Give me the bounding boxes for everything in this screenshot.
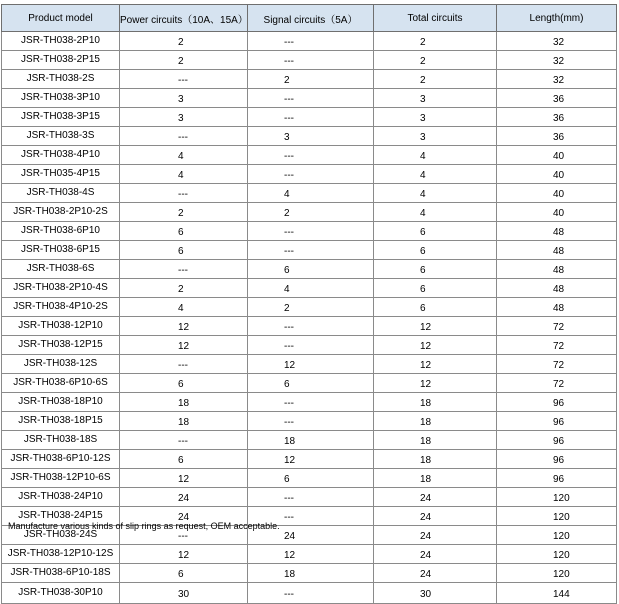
spec-table xyxy=(1,4,617,604)
cell-total-circuits: 18 xyxy=(374,412,497,431)
cell-length: 120 xyxy=(497,526,617,545)
table-row xyxy=(2,355,617,374)
cell-length: 96 xyxy=(497,431,617,450)
cell-product-model: JSR-TH038-2S xyxy=(2,70,120,89)
cell-product-model: JSR-TH038-4P10-2S xyxy=(2,298,120,317)
cell-signal-circuits: 6 xyxy=(248,260,374,279)
cell-product-model: JSR-TH038-2P10 xyxy=(2,32,120,51)
cell-product-model: JSR-TH035-4P15 xyxy=(2,165,120,184)
table-row xyxy=(2,127,617,146)
cell-total-circuits: 3 xyxy=(374,127,497,146)
cell-power-circuits: 2 xyxy=(120,51,248,70)
table-row xyxy=(2,450,617,469)
cell-total-circuits: 24 xyxy=(374,545,497,564)
table-row xyxy=(2,203,617,222)
cell-length: 144 xyxy=(497,583,617,604)
cell-total-circuits: 4 xyxy=(374,165,497,184)
cell-product-model: JSR-TH038-6P10-12S xyxy=(2,450,120,469)
cell-power-circuits: 24 xyxy=(120,507,248,526)
header-row xyxy=(2,5,617,32)
cell-signal-circuits: --- xyxy=(248,583,374,604)
cell-product-model: JSR-TH038-24P15 xyxy=(2,507,120,526)
cell-signal-circuits: 6 xyxy=(248,374,374,393)
cell-product-model: JSR-TH038-6P15 xyxy=(2,241,120,260)
table-row xyxy=(2,222,617,241)
cell-signal-circuits: 24 xyxy=(248,526,374,545)
cell-length: 48 xyxy=(497,279,617,298)
cell-total-circuits: 2 xyxy=(374,51,497,70)
table-row xyxy=(2,469,617,488)
cell-signal-circuits: --- xyxy=(248,412,374,431)
cell-power-circuits: 18 xyxy=(120,393,248,412)
cell-product-model: JSR-TH038-4P10 xyxy=(2,146,120,165)
header-product-model: Product model xyxy=(2,5,120,32)
cell-product-model: JSR-TH038-6P10-6S xyxy=(2,374,120,393)
cell-total-circuits: 24 xyxy=(374,564,497,583)
cell-total-circuits: 6 xyxy=(374,279,497,298)
cell-power-circuits: 2 xyxy=(120,203,248,222)
cell-power-circuits: 12 xyxy=(120,469,248,488)
cell-product-model: JSR-TH038-24S xyxy=(2,526,120,545)
cell-product-model: JSR-TH038-12P10-6S xyxy=(2,469,120,488)
cell-power-circuits: 30 xyxy=(120,583,248,604)
cell-power-circuits: 12 xyxy=(120,545,248,564)
cell-signal-circuits: --- xyxy=(248,241,374,260)
table-row xyxy=(2,583,617,604)
cell-product-model: JSR-TH038-3S xyxy=(2,127,120,146)
header-total-circuits: Total circuits xyxy=(374,5,497,32)
cell-power-circuits: 4 xyxy=(120,146,248,165)
cell-total-circuits: 12 xyxy=(374,355,497,374)
cell-power-circuits: 18 xyxy=(120,412,248,431)
cell-product-model: JSR-TH038-12P10 xyxy=(2,317,120,336)
cell-power-circuits: 12 xyxy=(120,317,248,336)
cell-length: 48 xyxy=(497,260,617,279)
cell-signal-circuits: 6 xyxy=(248,469,374,488)
cell-length: 96 xyxy=(497,469,617,488)
cell-total-circuits: 3 xyxy=(374,108,497,127)
table-row xyxy=(2,488,617,507)
table-row xyxy=(2,184,617,203)
table-row xyxy=(2,89,617,108)
cell-signal-circuits: --- xyxy=(248,488,374,507)
cell-signal-circuits: --- xyxy=(248,336,374,355)
cell-signal-circuits: --- xyxy=(248,393,374,412)
cell-power-circuits: 12 xyxy=(120,336,248,355)
cell-signal-circuits: --- xyxy=(248,165,374,184)
cell-total-circuits: 24 xyxy=(374,507,497,526)
cell-length: 72 xyxy=(497,374,617,393)
cell-signal-circuits: --- xyxy=(248,146,374,165)
cell-signal-circuits: 12 xyxy=(248,450,374,469)
cell-length: 96 xyxy=(497,450,617,469)
cell-product-model: JSR-TH038-18P15 xyxy=(2,412,120,431)
table-row xyxy=(2,146,617,165)
cell-signal-circuits: --- xyxy=(248,32,374,51)
cell-power-circuits: --- xyxy=(120,526,248,545)
cell-signal-circuits: 18 xyxy=(248,431,374,450)
cell-length: 32 xyxy=(497,32,617,51)
header-length: Length(mm) xyxy=(497,5,617,32)
cell-signal-circuits: --- xyxy=(248,317,374,336)
cell-total-circuits: 2 xyxy=(374,70,497,89)
cell-length: 120 xyxy=(497,545,617,564)
cell-power-circuits: 4 xyxy=(120,298,248,317)
cell-length: 48 xyxy=(497,222,617,241)
cell-product-model: JSR-TH038-12S xyxy=(2,355,120,374)
header-power-circuits: Power circuits（10A、15A） xyxy=(120,5,248,32)
cell-power-circuits: --- xyxy=(120,184,248,203)
cell-power-circuits: 3 xyxy=(120,89,248,108)
table-row xyxy=(2,279,617,298)
cell-product-model: JSR-TH038-12P15 xyxy=(2,336,120,355)
table-row xyxy=(2,298,617,317)
cell-total-circuits: 12 xyxy=(374,336,497,355)
footer-note: Manufacture various kinds of slip rings as request, OEM acceptable. xyxy=(8,521,280,531)
table-row xyxy=(2,51,617,70)
cell-total-circuits: 12 xyxy=(374,317,497,336)
cell-product-model: JSR-TH038-2P10-2S xyxy=(2,203,120,222)
cell-signal-circuits: 3 xyxy=(248,127,374,146)
cell-power-circuits: --- xyxy=(120,355,248,374)
cell-power-circuits: 6 xyxy=(120,222,248,241)
table-row xyxy=(2,412,617,431)
cell-length: 32 xyxy=(497,70,617,89)
cell-total-circuits: 6 xyxy=(374,241,497,260)
cell-signal-circuits: --- xyxy=(248,222,374,241)
cell-product-model: JSR-TH038-6S xyxy=(2,260,120,279)
cell-total-circuits: 4 xyxy=(374,184,497,203)
cell-length: 40 xyxy=(497,146,617,165)
cell-total-circuits: 24 xyxy=(374,526,497,545)
cell-length: 72 xyxy=(497,336,617,355)
cell-length: 48 xyxy=(497,298,617,317)
cell-length: 36 xyxy=(497,108,617,127)
cell-product-model: JSR-TH038-12P10-12S xyxy=(2,545,120,564)
cell-total-circuits: 3 xyxy=(374,89,497,108)
cell-signal-circuits: 12 xyxy=(248,545,374,564)
cell-total-circuits: 6 xyxy=(374,260,497,279)
cell-power-circuits: 24 xyxy=(120,488,248,507)
cell-signal-circuits: --- xyxy=(248,507,374,526)
cell-total-circuits: 6 xyxy=(374,222,497,241)
cell-signal-circuits: --- xyxy=(248,51,374,70)
cell-length: 36 xyxy=(497,89,617,108)
table-row xyxy=(2,393,617,412)
table-row xyxy=(2,108,617,127)
cell-product-model: JSR-TH038-3P10 xyxy=(2,89,120,108)
table-row xyxy=(2,317,617,336)
cell-length: 96 xyxy=(497,393,617,412)
cell-power-circuits: 4 xyxy=(120,165,248,184)
cell-power-circuits: 2 xyxy=(120,279,248,298)
cell-power-circuits: 6 xyxy=(120,374,248,393)
cell-total-circuits: 2 xyxy=(374,32,497,51)
table-row xyxy=(2,374,617,393)
cell-signal-circuits: 4 xyxy=(248,279,374,298)
cell-length: 36 xyxy=(497,127,617,146)
cell-product-model: JSR-TH038-18S xyxy=(2,431,120,450)
cell-length: 96 xyxy=(497,412,617,431)
cell-signal-circuits: --- xyxy=(248,89,374,108)
cell-power-circuits: --- xyxy=(120,70,248,89)
table-row xyxy=(2,431,617,450)
cell-total-circuits: 4 xyxy=(374,146,497,165)
cell-total-circuits: 30 xyxy=(374,583,497,604)
cell-length: 40 xyxy=(497,203,617,222)
header-signal-circuits: Signal circuits（5A） xyxy=(248,5,374,32)
cell-length: 72 xyxy=(497,355,617,374)
cell-total-circuits: 24 xyxy=(374,488,497,507)
table-row xyxy=(2,545,617,564)
cell-length: 32 xyxy=(497,51,617,70)
cell-power-circuits: 6 xyxy=(120,450,248,469)
cell-power-circuits: --- xyxy=(120,431,248,450)
cell-signal-circuits: 2 xyxy=(248,203,374,222)
table-row xyxy=(2,564,617,583)
cell-power-circuits: 6 xyxy=(120,564,248,583)
cell-signal-circuits: 2 xyxy=(248,298,374,317)
table-row xyxy=(2,32,617,51)
cell-length: 120 xyxy=(497,564,617,583)
cell-length: 48 xyxy=(497,241,617,260)
table-row xyxy=(2,260,617,279)
cell-total-circuits: 12 xyxy=(374,374,497,393)
cell-product-model: JSR-TH038-24P10 xyxy=(2,488,120,507)
table-row xyxy=(2,70,617,89)
cell-power-circuits: --- xyxy=(120,127,248,146)
cell-total-circuits: 4 xyxy=(374,203,497,222)
cell-total-circuits: 6 xyxy=(374,298,497,317)
table-body xyxy=(2,32,617,604)
cell-product-model: JSR-TH038-18P10 xyxy=(2,393,120,412)
cell-product-model: JSR-TH038-30P10 xyxy=(2,583,120,604)
cell-length: 40 xyxy=(497,184,617,203)
cell-length: 120 xyxy=(497,507,617,526)
cell-power-circuits: 2 xyxy=(120,32,248,51)
cell-total-circuits: 18 xyxy=(374,450,497,469)
cell-signal-circuits: --- xyxy=(248,108,374,127)
cell-length: 72 xyxy=(497,317,617,336)
cell-product-model: JSR-TH038-2P15 xyxy=(2,51,120,70)
cell-power-circuits: 6 xyxy=(120,241,248,260)
cell-product-model: JSR-TH038-6P10 xyxy=(2,222,120,241)
cell-product-model: JSR-TH038-3P15 xyxy=(2,108,120,127)
cell-total-circuits: 18 xyxy=(374,431,497,450)
cell-length: 120 xyxy=(497,488,617,507)
cell-length: 40 xyxy=(497,165,617,184)
cell-power-circuits: --- xyxy=(120,260,248,279)
cell-signal-circuits: 2 xyxy=(248,70,374,89)
cell-total-circuits: 18 xyxy=(374,469,497,488)
cell-signal-circuits: 4 xyxy=(248,184,374,203)
cell-signal-circuits: 18 xyxy=(248,564,374,583)
table-row xyxy=(2,336,617,355)
cell-product-model: JSR-TH038-6P10-18S xyxy=(2,564,120,583)
cell-power-circuits: 3 xyxy=(120,108,248,127)
cell-total-circuits: 18 xyxy=(374,393,497,412)
table-row xyxy=(2,241,617,260)
cell-signal-circuits: 12 xyxy=(248,355,374,374)
cell-product-model: JSR-TH038-2P10-4S xyxy=(2,279,120,298)
table-row xyxy=(2,165,617,184)
cell-product-model: JSR-TH038-4S xyxy=(2,184,120,203)
